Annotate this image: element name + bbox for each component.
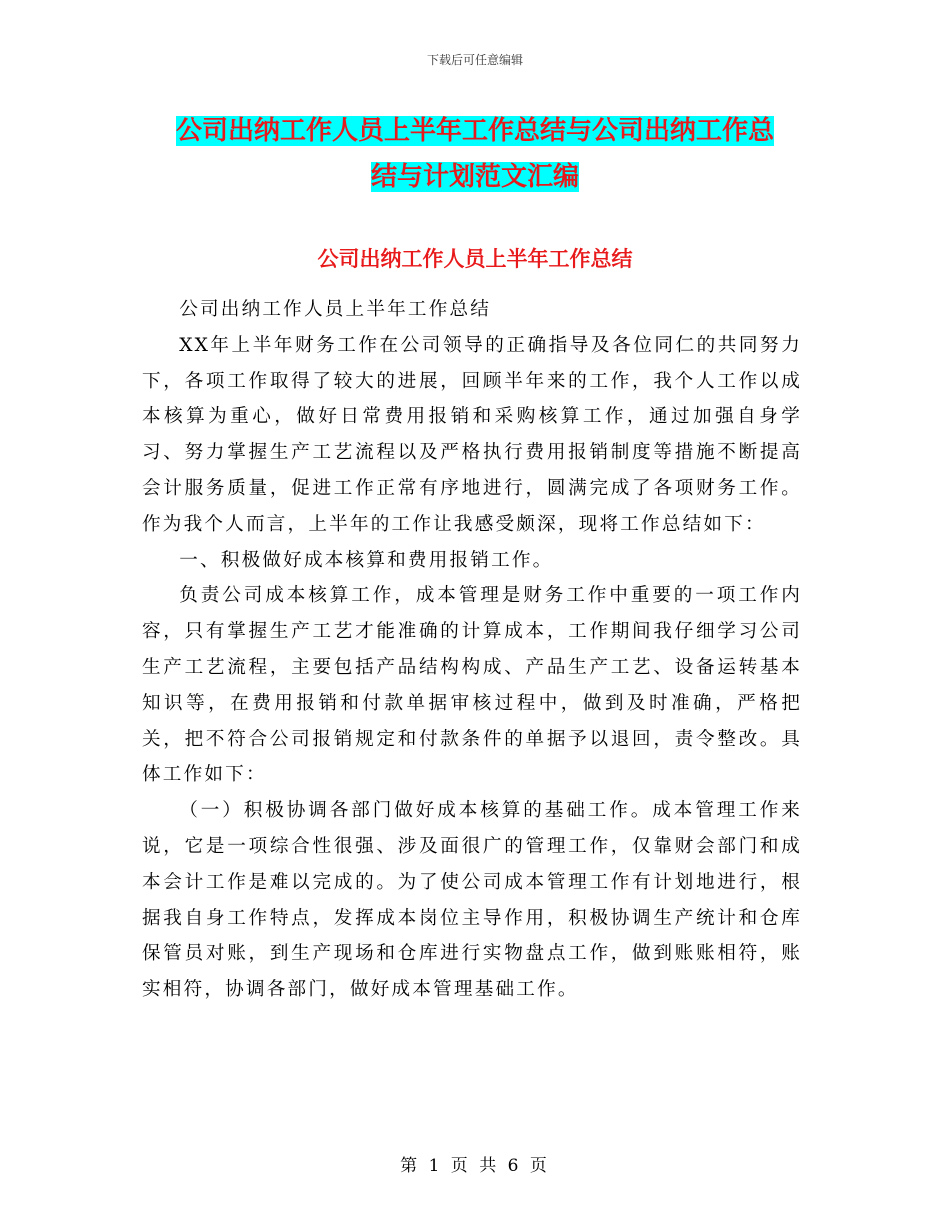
document-title [140,108,810,200]
document-title-line-2: 结与计划范文汇编 [370,162,579,192]
paragraph: 一、积极做好成本核算和费用报销工作。 [179,549,554,571]
paragraph: XX年上半年财务工作在公司领导的正确指导及各位同仁的共同努力下，各项工作取得了较大的进展，回顾半年来的工作，我个人工作以成本核算为重心，做好日常费用报销和采购核算工作，通过加强自身学习、努力掌握生产工艺流程以及严格执行费用报销制度等措施不断提高会计服务质量，促进工作正常有序地进行，圆满完成了各项财务工作。作为我个人而言，上半年的工作让我感受颇深，现将工作总结如下： [142,334,802,535]
page-indicator: 第 1 页 共 6 页 [400,1156,550,1176]
paragraph: 负责公司成本核算工作，成本管理是财务工作中重要的一项工作内容，只有掌握生产工艺才能准确的计算成本，工作期间我仔细学习公司生产工艺流程，主要包括产品结构构成、产品生产工艺、设备运转基本知识等，在费用报销和付款单据审核过程中，做到及时准确，严格把关，把不符合公司报销规定和付款条件的单据予以退回，责令整改。具体工作如下： [142,585,802,786]
document-title-line-1: 公司出纳工作人员上半年工作总结与公司出纳工作总 [175,116,774,146]
paragraph: （一）积极协调各部门做好成本核算的基础工作。成本管理工作来说，它是一项综合性很强、涉及面很广的管理工作，仅靠财会部门和成本会计工作是难以完成的。为了使公司成本管理工作有计划地进行，根据我自身工作特点，发挥成本岗位主导作用，积极协调生产统计和仓库保管员对账，到生产现场和仓库进行实物盘点工作，做到账账相符，账实相符，协调各部门，做好成本管理基础工作。 [142,800,802,1001]
paragraph: 公司出纳工作人员上半年工作总结 [179,299,492,320]
section-title: 公司出纳工作人员上半年工作总结 [317,247,633,271]
page-header-note: 下载后可任意编辑 [426,53,523,67]
document-body [142,292,802,1008]
